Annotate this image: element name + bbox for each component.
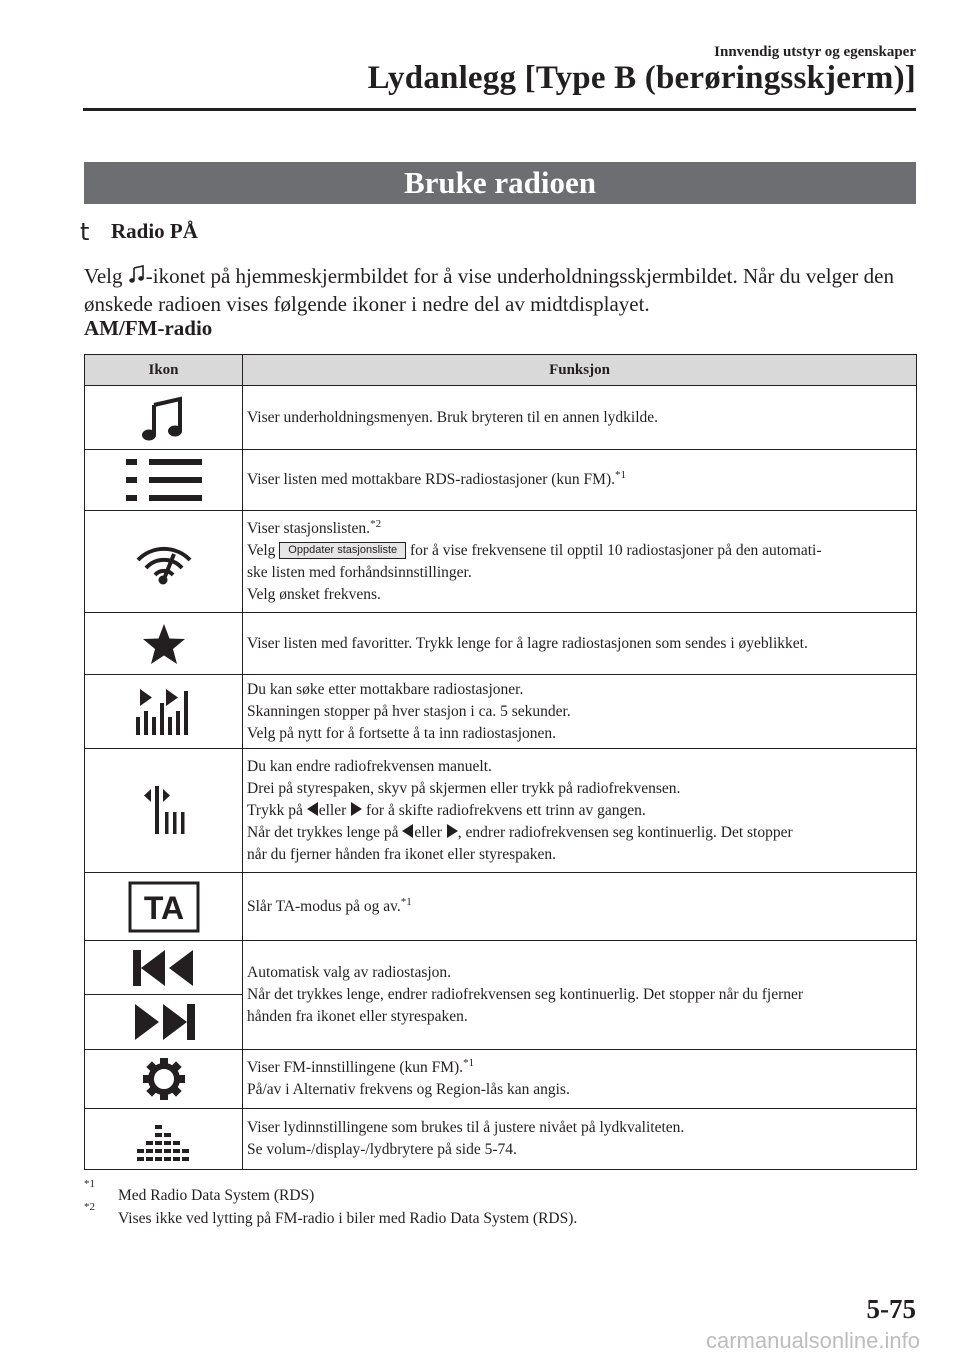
section-label: AM/FM-radio	[84, 316, 213, 340]
footnote: *2 Vises ikke ved lytting på FM-radio i biler med Radio Data System (RDS).	[84, 1201, 578, 1227]
equalizer-block	[155, 1141, 162, 1145]
function-table	[84, 354, 917, 1170]
icon-cell	[85, 511, 243, 613]
function-cell	[243, 675, 917, 749]
function-cell	[243, 450, 917, 511]
function-text-line: eller	[318, 801, 351, 819]
function-text-line: Automatisk valg av radiostasjon.	[247, 964, 452, 981]
function-cell	[243, 386, 917, 450]
music-note-icon	[140, 393, 188, 443]
seek-forward-icon	[133, 1003, 195, 1041]
manual-tune-icon	[141, 786, 187, 836]
function-text-line: Viser FM-innstillingene (kun FM).	[247, 1059, 464, 1076]
equalizer-block	[155, 1133, 162, 1137]
table-row	[85, 1109, 917, 1170]
right-arrow-icon	[446, 824, 458, 838]
icon-cell	[85, 1050, 243, 1109]
icon-cell	[85, 749, 243, 873]
footnote-text: Med Radio Data System (RDS)	[118, 1187, 315, 1204]
table-row	[85, 749, 917, 873]
footnote-ref: *1	[400, 895, 412, 908]
intro-text-before: Velg	[84, 264, 128, 288]
function-text-line: Skanningen stopper på hver stasjon i ca. 5 sekunder.	[247, 702, 571, 720]
equalizer-block	[155, 1125, 162, 1129]
function-cell	[243, 613, 917, 675]
function-cell	[243, 511, 917, 613]
icon-cell	[85, 450, 243, 511]
function-text: Viser underholdningsmenyen. Bruk bryteren til en annen lydkilde.	[247, 408, 659, 426]
function-text-line: når du fjerner hånden fra ikonet eller styrespaken.	[247, 845, 557, 863]
equalizer-block	[164, 1157, 171, 1161]
function-cell	[243, 941, 917, 1050]
function-text-line: Velg på nytt for å fortsette å ta inn radiostasjonen.	[247, 724, 557, 742]
function-text-line: eller	[414, 823, 446, 841]
table-row	[85, 511, 917, 613]
page-number: 5-75	[866, 1294, 916, 1324]
equalizer-block	[146, 1141, 153, 1145]
header-title: Lydanlegg [Type B (berøringsskjerm)]	[367, 60, 916, 96]
equalizer-block	[164, 1133, 171, 1137]
function-text-line: Se volum-/display-/lydbrytere på side 5-74.	[247, 1141, 517, 1158]
equalizer-block	[146, 1149, 153, 1153]
equalizer-block	[155, 1149, 162, 1153]
update-station-list-button[interactable]: Oppdater stasjonsliste	[279, 542, 406, 559]
section-banner: Bruke radioen	[84, 162, 916, 204]
equalizer-icon	[135, 1116, 193, 1162]
sub-heading: Radio PÅ	[111, 219, 198, 243]
table-row	[85, 613, 917, 675]
icon-cell	[85, 675, 243, 749]
bullet-marker: t	[80, 218, 90, 246]
function-text-line: Viser stasjonslisten.	[247, 519, 371, 537]
station-list-icon	[134, 538, 194, 586]
function-text-line: for å skifte radiofrekvens ett trinn av gangen.	[362, 801, 646, 819]
function-cell	[243, 1050, 917, 1109]
equalizer-block	[173, 1141, 180, 1145]
equalizer-block	[182, 1149, 189, 1153]
seek-back-icon	[133, 949, 195, 987]
icon-cell	[85, 873, 243, 941]
function-text-line: ske listen med forhåndsinnstillinger.	[247, 563, 472, 581]
function-text-line: Når det trykkes lenge, endrer radiofrekvensen seg kontinuerlig. Det stopper når du fjerner	[247, 986, 804, 1003]
gear-icon	[142, 1057, 186, 1101]
equalizer-block	[173, 1149, 180, 1153]
header-rule	[83, 108, 916, 111]
ta-icon	[128, 881, 200, 933]
function-cell	[243, 1109, 917, 1170]
equalizer-block	[146, 1157, 153, 1161]
icon-cell	[85, 1109, 243, 1170]
footnote-ref: *2	[370, 517, 382, 530]
function-text: Viser listen med favoritter. Trykk lenge for å lagre radiostasjonen som sendes i øyeblikket.	[247, 634, 808, 652]
function-text-line: Viser lydinnstillingene som brukes til å justere nivået på lydkvaliteten.	[247, 1119, 685, 1136]
header-icon-col: Ikon	[85, 355, 243, 386]
function-text: Viser listen med mottakbare RDS-radiostasjoner (kun FM).	[247, 471, 615, 488]
function-text-line: På/av i Alternativ frekvens og Region-lås kan angis.	[247, 1081, 570, 1098]
equalizer-block	[173, 1157, 180, 1161]
footnote-ref: *1	[615, 468, 626, 481]
function-text-line: Velg	[247, 541, 280, 559]
table-header-row	[85, 355, 917, 386]
footnote: *1 Med Radio Data System (RDS)	[84, 1178, 315, 1204]
function-cell	[243, 749, 917, 873]
intro-text-after: -ikonet på hjemmeskjermbildet for å vise underholdningsskjermbildet. Når du velger den ønskede radioen vises følgende ikoner i nedre del av midtdisplayet.	[84, 264, 894, 316]
function-text-line: , endrer radiofrekvensen seg kontinuerlig. Det stopper	[457, 823, 793, 841]
function-text-line: Du kan endre radiofrekvensen manuelt.	[247, 757, 492, 775]
table-row	[85, 1050, 917, 1109]
function-cell	[243, 873, 917, 941]
icon-cell	[85, 386, 243, 450]
function-text: Slår TA-modus på og av.	[247, 897, 401, 915]
function-text-line: Trykk på	[247, 801, 307, 819]
footnote-text: Vises ikke ved lytting på FM-radio i biler med Radio Data System (RDS).	[118, 1210, 578, 1227]
function-text-line: Drei på styrespaken, skyv på skjermen eller trykk på radiofrekvensen.	[247, 779, 681, 797]
ta-icon-label: TA	[143, 889, 184, 926]
left-arrow-icon	[402, 824, 414, 838]
header-section: Innvendig utstyr og egenskaper	[714, 44, 916, 60]
star-icon	[142, 623, 186, 665]
equalizer-block	[182, 1157, 189, 1161]
footnotes	[84, 1178, 578, 1230]
function-text-line: Velg ønsket frekvens.	[247, 585, 381, 603]
intro-paragraph	[84, 262, 920, 318]
function-text-line: Når det trykkes lenge på	[247, 823, 403, 841]
right-arrow-icon	[350, 802, 362, 816]
scan-icon	[133, 687, 195, 737]
header-function-col: Funksjon	[243, 355, 917, 386]
equalizer-block	[137, 1149, 144, 1153]
function-text-line: hånden fra ikonet eller styrespaken.	[247, 1008, 468, 1025]
list-icon	[124, 457, 204, 503]
table-row	[85, 941, 917, 1050]
table-row	[85, 450, 917, 511]
table-row	[85, 675, 917, 749]
function-text-line: Du kan søke etter mottakbare radiostasjoner.	[247, 680, 524, 698]
table-row	[85, 873, 917, 941]
music-note-icon	[128, 265, 146, 285]
left-arrow-icon	[307, 802, 319, 816]
icon-cell	[85, 613, 243, 675]
equalizer-block	[155, 1157, 162, 1161]
equalizer-block	[164, 1141, 171, 1145]
icon-cell	[85, 941, 243, 1050]
watermark: carmanualsonline.info	[705, 1328, 920, 1353]
equalizer-block	[137, 1157, 144, 1161]
equalizer-block	[164, 1149, 171, 1153]
table-row	[85, 386, 917, 450]
footnote-ref: *1	[463, 1056, 475, 1069]
function-text-line: for å vise frekvensene til opptil 10 radiostasjoner på den automati-	[406, 541, 822, 559]
